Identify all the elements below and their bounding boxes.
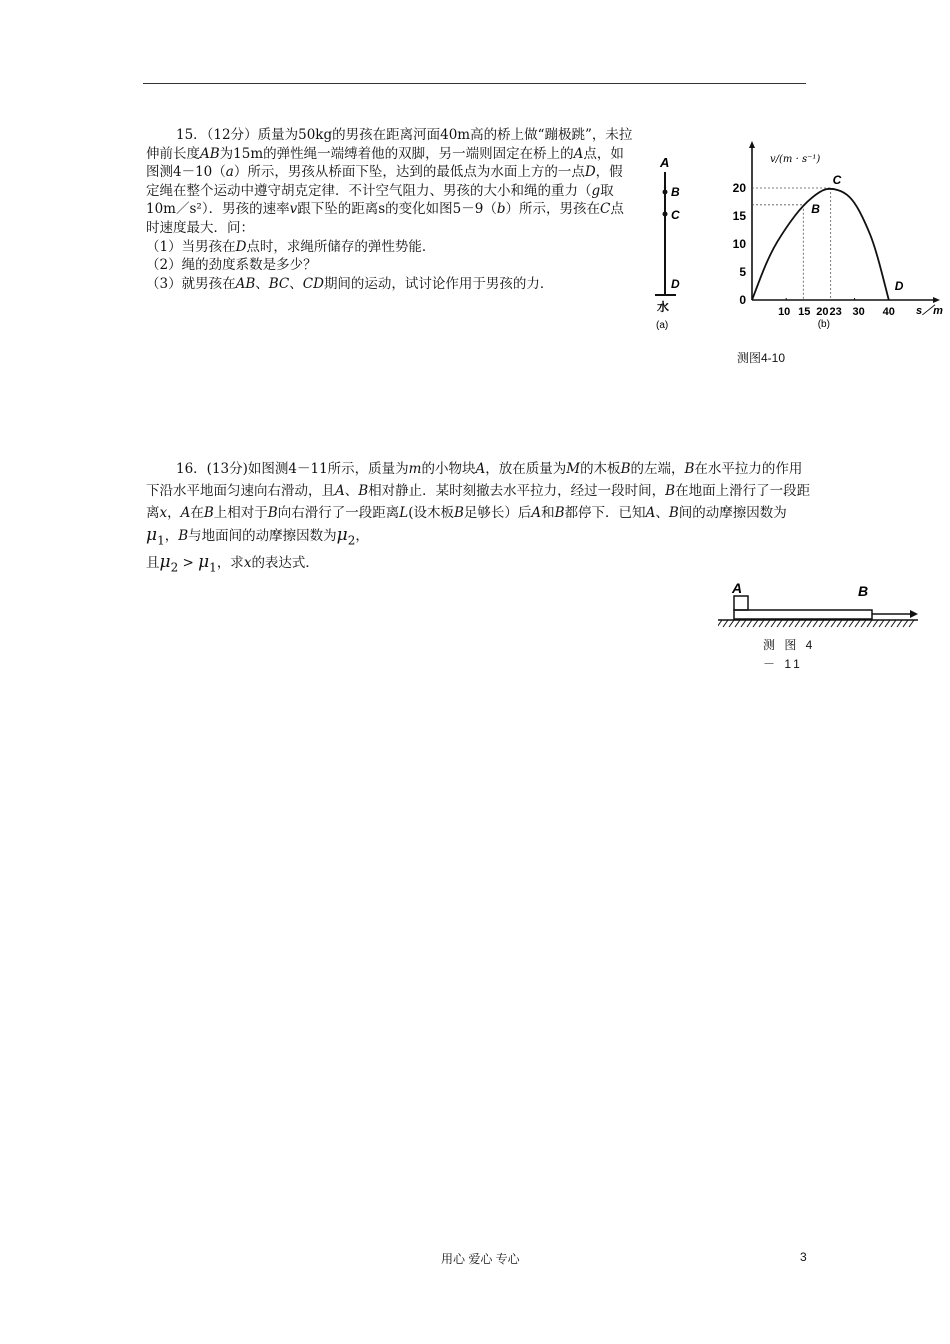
label-board-b: B — [858, 583, 869, 599]
point-label-b: B — [811, 201, 820, 216]
rope-diagram — [652, 150, 692, 335]
point-label-c: C — [832, 173, 842, 187]
y-tick-label: 10 — [732, 237, 746, 251]
hatch-mark — [909, 620, 914, 627]
x-axis-arrow — [933, 297, 940, 303]
hatch-mark — [891, 620, 896, 627]
x-tick-label: 10 — [778, 306, 791, 318]
question-16-condition: 且$\mu_2 > \mu_1$，求x的表达式． — [146, 552, 319, 575]
y-tick-label: 15 — [732, 209, 746, 223]
question-16 — [146, 458, 814, 579]
y-axis-label: v/(m · s⁻¹) — [770, 154, 821, 165]
x-axis-label: s／m — [916, 305, 943, 317]
hatch-mark — [777, 620, 782, 627]
hatch-mark — [729, 620, 734, 627]
hatch-mark — [825, 620, 830, 627]
y-axis-arrow — [749, 141, 755, 148]
question-15-text: 15．（12分）质量为50kg的男孩在距离河面40m高的桥上做“蹦极跳”，未拉伸前长度AB为15m的弹性绳一端缚着他的双脚，另一端则固定在桥上的A点，如图测4－10（a）所示，男孩从桥面下坠，达到的最低点为水面上方的一点D，假定绳在整个运动中遵守胡克定律．不计空气阻力、男孩的大小和绳的重力（g取10m／s²）．男孩的速率v跟下坠的距离s的变化如图5－9（b）所示，男孩在C点时速度最大．问： — [146, 127, 633, 236]
hatch-mark — [831, 620, 836, 627]
chart-layer — [733, 141, 943, 330]
label-b: B — [671, 185, 680, 199]
hatch-mark — [843, 620, 848, 627]
y-tick-label: 20 — [732, 181, 746, 195]
y-tick-label: 5 — [739, 265, 746, 279]
hatch-mark — [795, 620, 800, 627]
chart-caption: (b) — [817, 319, 830, 330]
hatch-mark — [723, 620, 728, 627]
hatch-mark — [789, 620, 794, 627]
board-b — [734, 610, 872, 619]
velocity-distance-chart — [728, 140, 950, 335]
hatch-mark — [861, 620, 866, 627]
block-a — [734, 596, 748, 610]
label-block-a: A — [732, 580, 743, 596]
velocity-curve — [752, 189, 889, 300]
x-tick-label: 30 — [852, 306, 865, 318]
caption-a: (a) — [656, 320, 669, 331]
hatch-mark — [783, 620, 788, 627]
hatch-mark — [771, 620, 776, 627]
question-15-part-3: （3）就男孩在AB、BC、CD期间的运动，试讨论作用于男孩的力． — [146, 275, 554, 292]
footer-motto: 用心 爱心 专心 — [441, 1252, 520, 1266]
point-c-dot — [663, 212, 668, 217]
block-board-diagram — [718, 580, 918, 635]
x-tick-label: 20 — [816, 306, 829, 318]
hatch-mark — [807, 620, 812, 627]
y-tick-label: 0 — [739, 293, 746, 307]
x-tick-label: 23 — [829, 306, 842, 318]
hatch-mark — [897, 620, 902, 627]
hatch-mark — [819, 620, 824, 627]
figure-caption-4-11: 测 图 4 － 11 — [763, 638, 816, 671]
x-tick-label: 40 — [882, 306, 895, 318]
label-water: 水 — [657, 300, 670, 314]
hatch-mark — [837, 620, 842, 627]
hatch-mark — [849, 620, 854, 627]
mu-1-symbol: $\mu_1$ — [146, 525, 165, 548]
hatch-mark — [813, 620, 818, 627]
x-tick-label: 15 — [798, 306, 811, 318]
mu-2-symbol: $\mu_2$ — [159, 552, 179, 575]
hatch-mark — [741, 620, 746, 627]
point-b-dot — [663, 190, 668, 195]
hatch-mark — [867, 620, 872, 627]
pull-arrow-head — [910, 610, 918, 618]
label-c: C — [671, 208, 680, 222]
label-a: A — [660, 155, 670, 170]
hatch-mark — [747, 620, 752, 627]
question-15-part-2: （2）绳的劲度系数是多少？ — [146, 257, 317, 274]
hatch-mark — [753, 620, 758, 627]
point-label-d: D — [894, 279, 904, 293]
hatch-mark — [903, 620, 908, 627]
page-number: 3 — [800, 1250, 807, 1264]
question-16-text: 16．(13分)如图测4－11所示，质量为m的小物块A，放在质量为M的木板B的左端，B在水平拉力的作用下沿水平地面匀速向右滑动，且A、B相对静止．某时刻撤去水平拉力，经过一段时间，B在地面上滑行了一段距离x，A在B上相对于B向右滑行了一段距离L(设木板B足够长）后A和B都停下．已知A、B间的动摩擦因数为$\mu_1$，B与地面间的动摩擦因数为$\mu_2$， — [146, 461, 811, 548]
header-rule — [143, 83, 806, 84]
hatch-mark — [879, 620, 884, 627]
hatch-mark — [765, 620, 770, 627]
hatch-mark — [873, 620, 878, 627]
hatch-mark — [855, 620, 860, 627]
figure-caption-4-10: 测图4-10 — [737, 351, 786, 365]
mu-1-symbol: $\mu_1$ — [198, 552, 217, 575]
ground-hatch — [718, 620, 914, 627]
hatch-mark — [735, 620, 740, 627]
question-15 — [146, 126, 636, 293]
hatch-mark — [718, 620, 722, 627]
hatch-mark — [801, 620, 806, 627]
hatch-mark — [885, 620, 890, 627]
mu-2-symbol: $\mu_2$ — [336, 525, 356, 548]
label-d: D — [671, 277, 680, 291]
question-15-part-1: （1）当男孩在D点时，求绳所储存的弹性势能． — [146, 238, 436, 255]
hatch-mark — [759, 620, 764, 627]
